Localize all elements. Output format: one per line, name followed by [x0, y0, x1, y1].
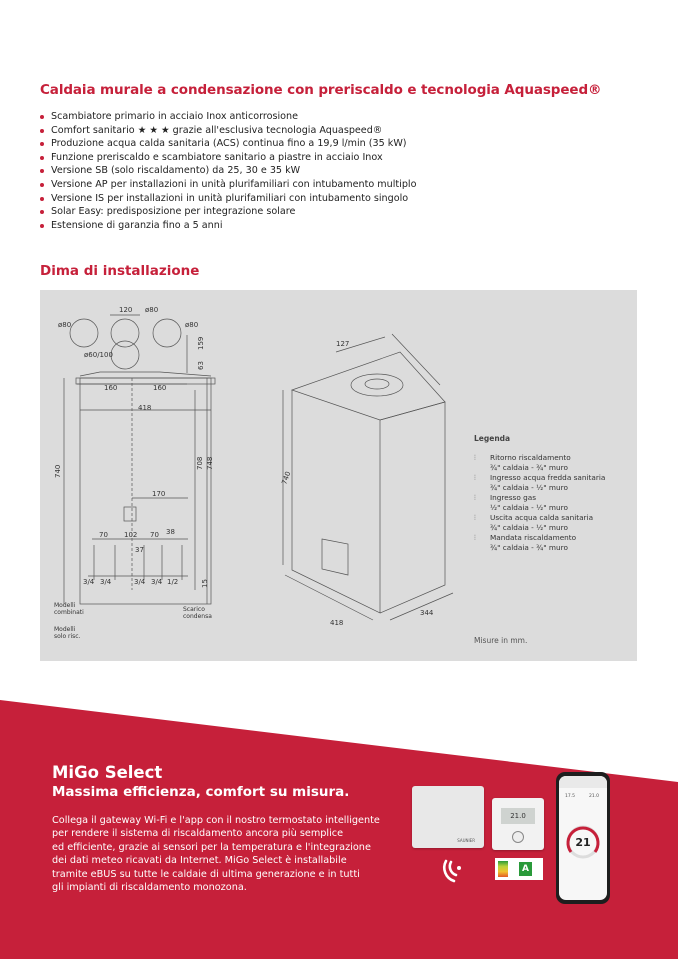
legend-sub: ¾" caldaia - ½" muro [490, 523, 568, 532]
dim-label: 418 [138, 404, 152, 412]
feature-item: Versione SB (solo riscaldamento) da 25, 30 e 35 kW [40, 164, 416, 178]
dim-label: 708 [196, 456, 204, 470]
label-combinati: Modelli combinati [54, 602, 84, 616]
dim-label: ø80 [185, 321, 199, 329]
thermostat-display: 21.0 [501, 808, 535, 824]
ritorno-icon: ⫶ [474, 454, 476, 462]
phone-device [556, 772, 610, 904]
label-solo-risc: Modelli solo risc. [54, 626, 81, 640]
dim-label: 102 [124, 531, 138, 539]
dim-label: 740 [54, 464, 62, 478]
dim-label: ø80 [58, 321, 72, 329]
dim-label: 160 [153, 384, 167, 392]
dim-label: 3/4 [134, 578, 146, 586]
energy-label [495, 858, 543, 880]
dim-label: 15 [201, 579, 209, 588]
feature-item: Scambiatore primario in acciaio Inox anticorrosione [40, 110, 416, 124]
acqua-calda-icon: ⫶ [474, 514, 476, 522]
app-header [559, 776, 607, 788]
migo-line: gli impianti di riscaldamento monozona. [52, 882, 247, 894]
migo-description [52, 814, 392, 894]
legend-label: Ritorno riscaldamento [490, 453, 571, 462]
feature-item: Produzione acqua calda sanitaria (ACS) continua fino a 19,9 l/min (35 kW) [40, 137, 416, 151]
legend-sub: ¾" caldaia - ¾" muro [490, 543, 568, 552]
dim-label: 70 [99, 531, 108, 539]
feature-item: Comfort sanitario ★ ★ ★ grazie all'esclusiva tecnologia Aquaspeed® [40, 124, 416, 138]
migo-line: Collega il gateway Wi-Fi e l'app con il nostro termostato intelligente [52, 815, 380, 826]
feature-item: Versione AP per installazioni in unità plurifamiliari con intubamento multiplo [40, 178, 416, 192]
mandata-icon: ⫶ [474, 534, 476, 542]
feature-item: Solar Easy: predisposizione per integrazione solare [40, 205, 416, 219]
wifi-signal-icon [440, 853, 474, 887]
dim-label: 159 [197, 336, 205, 350]
dim-label: 3/4 [151, 578, 163, 586]
dim-label: 748 [206, 456, 214, 470]
phone-value: 17.5 [565, 794, 576, 799]
dim-label: 344 [420, 609, 434, 617]
dim-label: 740 [280, 470, 293, 486]
dim-label: 418 [330, 619, 344, 627]
migo-line: dei dati meteo ricavati da Internet. MiGo Select è installabile [52, 855, 347, 867]
units-note: Misure in mm. [474, 636, 528, 645]
legend-sub: ½" caldaia - ½" muro [490, 503, 568, 512]
feature-item: Estensione di garanzia fino a 5 anni [40, 219, 416, 233]
phone-screen [559, 776, 607, 900]
dim-label: ø80 [145, 306, 159, 314]
phone-value: 21.0 [589, 794, 600, 799]
migo-line: per rendere il sistema di riscaldamento ancora più semplice [52, 828, 344, 840]
legend-label: Uscita acqua calda sanitaria [490, 513, 594, 522]
gateway-brand: SAUNIER [457, 838, 475, 843]
acqua-fredda-icon: ⫶ [474, 474, 476, 482]
dim-label: 63 [197, 361, 205, 370]
feature-item: Versione IS per installazioni in unità plurifamiliari con intubamento singolo [40, 192, 416, 206]
dim-label: 38 [166, 528, 175, 536]
legend-sub: ¾" caldaia - ½" muro [490, 483, 568, 492]
migo-title: MiGo Select [52, 763, 163, 782]
page-heading: Caldaia murale a condensazione con preriscaldo e tecnologia Aquaspeed® [40, 82, 602, 98]
dim-label: 170 [152, 490, 166, 498]
dim-label: 160 [104, 384, 118, 392]
legend-label: Ingresso acqua fredda sanitaria [490, 473, 606, 482]
dim-label: ø60/100 [84, 351, 113, 359]
dim-label: 3/4 [83, 578, 95, 586]
energy-class-badge: A [519, 862, 532, 876]
dim-label: 127 [336, 340, 350, 348]
migo-line: tramite eBUS su tutte le caldaie di ultima generazione e in tutti [52, 868, 360, 880]
legend-sub: ¾" caldaia - ¾" muro [490, 463, 568, 472]
dim-label: 70 [150, 531, 159, 539]
migo-line: ed efficiente, grazie ai sensori per la temperatura e l'integrazione [52, 841, 371, 853]
feature-item: Funzione preriscaldo e scambiatore sanitario a piastre in acciaio Inox [40, 151, 416, 165]
phone-temperature: 21 [575, 836, 591, 849]
install-title: Dima di installazione [40, 263, 200, 279]
legend-title: Legenda [474, 434, 511, 443]
dim-label: 1/2 [167, 578, 179, 586]
energy-scale-icon [498, 861, 508, 877]
dim-label: 120 [119, 306, 133, 314]
legend-label: Ingresso gas [490, 493, 537, 502]
thermostat-knob [512, 831, 524, 843]
gas-icon: ⫶ [474, 494, 476, 502]
dim-label: 37 [135, 546, 144, 554]
dim-label: 3/4 [100, 578, 112, 586]
legend-label: Mandata riscaldamento [490, 533, 577, 542]
thermostat-device [492, 798, 544, 850]
migo-subtitle: Massima efficienza, comfort su misura. [52, 784, 350, 800]
gateway-device [412, 786, 484, 848]
label-scarico: Scarico condensa [183, 606, 212, 620]
